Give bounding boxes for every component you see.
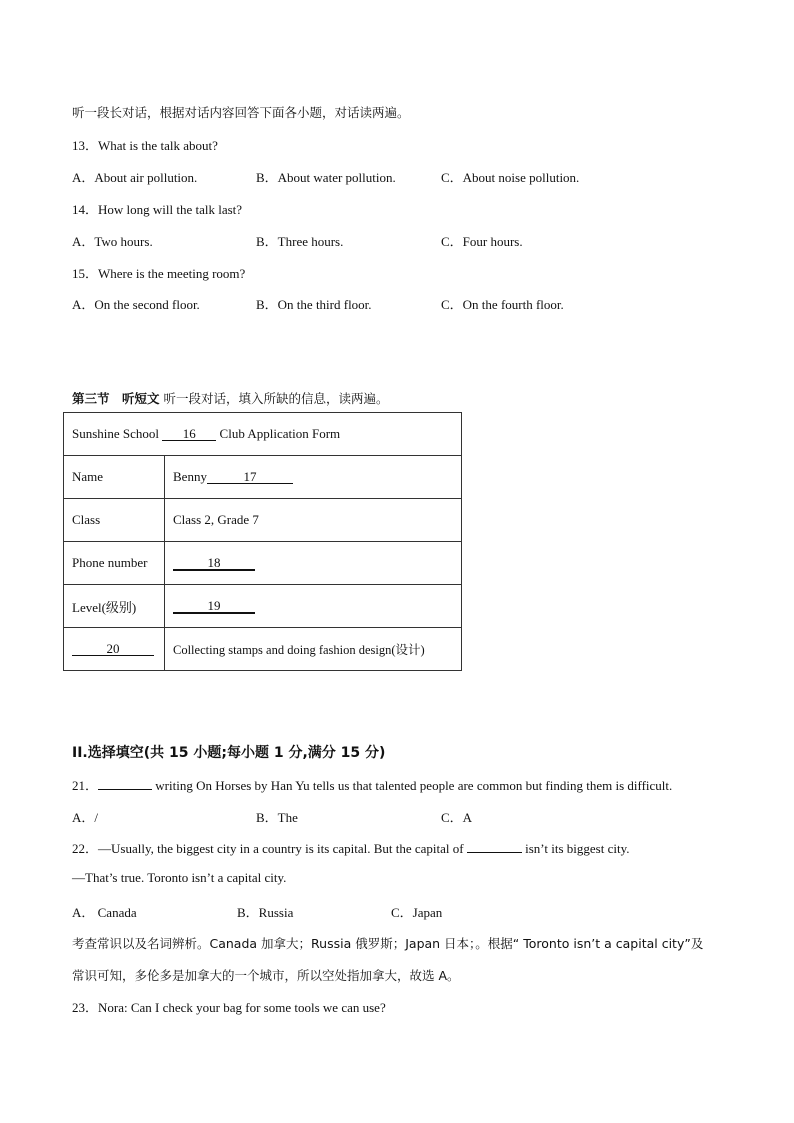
q21-blank[interactable] — [98, 789, 152, 790]
q21-text: writing On Horses by Han Yu tells us that talented people are common but finding them is difficult. — [152, 778, 673, 793]
blank-18[interactable]: 18 — [173, 556, 255, 571]
form-header-suffix: Club Application Form — [219, 426, 341, 441]
q14-option-c: C．Four hours. — [441, 234, 523, 249]
q21-option-c: C．A — [441, 810, 473, 825]
section3-heading — [72, 389, 389, 407]
form-row-name — [64, 456, 462, 499]
blank-20[interactable]: 20 — [72, 642, 154, 656]
q22-text-post: isn’t its biggest city. — [521, 841, 630, 856]
question-23: 23．Nora: Can I check your bag for some tools we can use? — [72, 1000, 386, 1015]
form-row-class — [64, 499, 462, 542]
form-row-hobby — [64, 628, 462, 671]
q21-option-b: B．The — [256, 810, 298, 825]
q22-option-b: B．Russia — [237, 905, 294, 920]
section3-instruction: 听一段对话，填入所缺的信息，读两遍。 — [163, 391, 389, 406]
q22-reply: —That’s true. Toronto isn’t a capital city. — [72, 870, 287, 885]
q13-option-c: C．About noise pollution. — [441, 170, 580, 185]
form-header-row — [64, 413, 462, 456]
form-row-phone — [64, 542, 462, 585]
q14-option-a: A．Two hours. — [72, 234, 153, 249]
q21-number: 21． — [72, 778, 99, 793]
name-value: Benny — [173, 469, 207, 484]
form-label-class: Class — [64, 499, 165, 542]
form-label-name: Name — [64, 456, 165, 499]
question-22 — [72, 838, 629, 857]
question-15: 15．Where is the meeting room? — [72, 266, 246, 281]
q22-blank[interactable] — [467, 852, 522, 853]
form-row-level — [64, 585, 462, 628]
q15-option-b: B．On the third floor. — [256, 297, 372, 312]
form-value-phone — [165, 542, 462, 585]
q14-option-b: B．Three hours. — [256, 234, 344, 249]
q22-text-pre: 22．—Usually, the biggest city in a country is its capital. But the capital of — [72, 841, 467, 856]
q22-option-c: C．Japan — [391, 905, 443, 920]
form-value-name — [165, 456, 462, 499]
q22-explanation-line-2: 常识可知，多伦多是加拿大的一个城市，所以空处指加拿大，故选 A。 — [72, 968, 460, 983]
part2-heading: II.选择填空(共 15 小题;每小题 1 分,满分 15 分) — [72, 745, 386, 761]
listening-intro: 听一段长对话，根据对话内容回答下面各小题，对话读两遍。 — [72, 105, 410, 120]
q22-explanation-line-1: 考查常识以及名词辨析。Canada 加拿大；Russia 俄罗斯；Japan 日本；。根据“ Toronto isn’t a capital city”及 — [72, 936, 704, 951]
q21-option-a: A．/ — [72, 810, 99, 825]
blank-17[interactable]: 17 — [207, 470, 293, 484]
q22-option-a: A． Canada — [72, 905, 137, 920]
blank-16[interactable]: 16 — [162, 427, 216, 441]
question-21 — [72, 775, 672, 794]
question-14: 14．How long will the talk last? — [72, 202, 243, 217]
form-value-class: Class 2, Grade 7 — [165, 499, 462, 542]
application-form-table — [63, 412, 462, 671]
form-header-cell — [64, 413, 462, 456]
section3-title: 第三节 听短文 — [72, 391, 160, 406]
form-value-level — [165, 585, 462, 628]
form-label-phone: Phone number — [64, 542, 165, 585]
form-label-hobby — [64, 628, 165, 671]
q13-option-a: A．About air pollution. — [72, 170, 198, 185]
question-13: 13．What is the talk about? — [72, 138, 218, 153]
q13-option-b: B．About water pollution. — [256, 170, 396, 185]
q15-option-a: A．On the second floor. — [72, 297, 200, 312]
form-label-level: Level(级别) — [64, 585, 165, 628]
q15-option-c: C．On the fourth floor. — [441, 297, 564, 312]
form-value-hobby: Collecting stamps and doing fashion design(设计) — [165, 628, 462, 671]
form-header-prefix: Sunshine School — [72, 426, 160, 441]
blank-19[interactable]: 19 — [173, 599, 255, 614]
